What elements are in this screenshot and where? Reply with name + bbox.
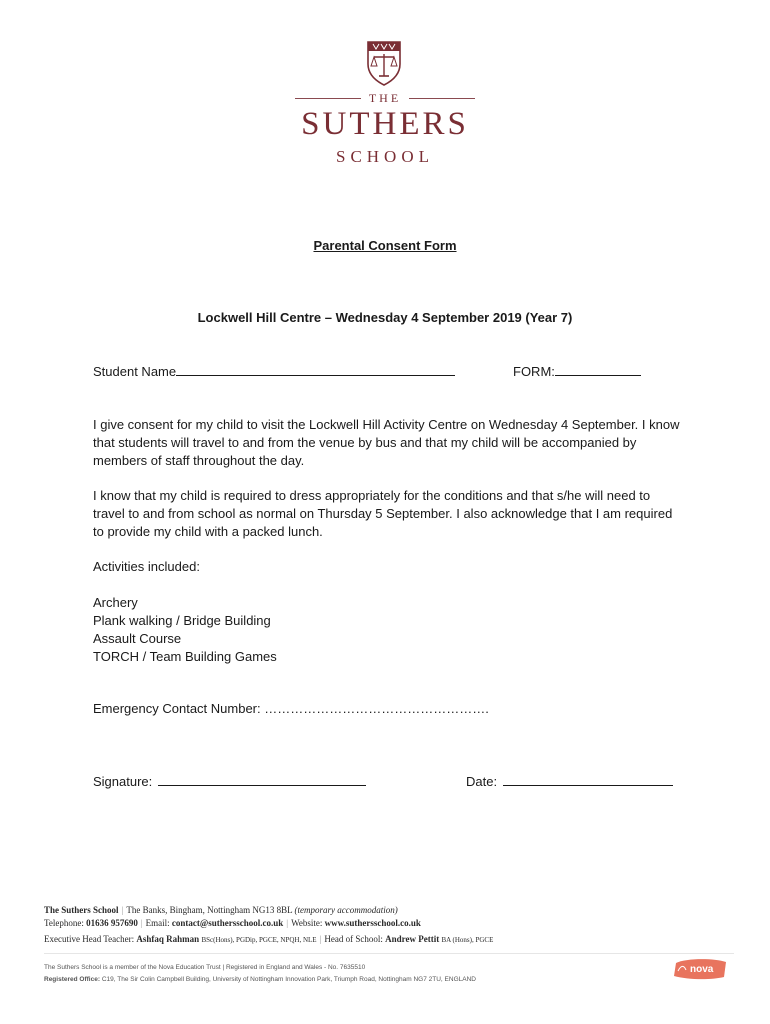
signature-row: [93, 772, 366, 791]
consent-paragraph-2: [93, 487, 683, 541]
footer-telephone-label: Telephone:: [44, 918, 84, 928]
footer-address-line: The Suthers School | The Banks, Bingham, Nottingham NG13 8BL (temporary accommodation): [44, 905, 398, 915]
footer-head-name: Andrew Pettit: [385, 934, 440, 944]
date-field[interactable]: [503, 772, 673, 786]
list-item: TORCH / Team Building Games: [93, 649, 277, 664]
footer-exec-head-name: Ashfaq Rahman: [136, 934, 200, 944]
footer-email-label: Email:: [145, 918, 170, 928]
logo-rule-right: [409, 98, 475, 99]
footer-trust-line: The Suthers School is a member of the Nova Education Trust | Registered in England and Wales - No. 7635510: [44, 964, 366, 971]
consent-paragraph-1: [93, 416, 683, 470]
signature-field[interactable]: [158, 772, 366, 786]
student-name-label: Student Name: [93, 364, 177, 379]
paragraph-1-text: I give consent for my child to visit the Lockwell Hill Activity Centre on Wednesday 4 September. I know that students will travel to and from the venue by bus and that my child will be accompanied by members of staff throughout the day.: [93, 417, 680, 468]
scales-crest-icon: [364, 40, 404, 86]
form-subtitle: Lockwell Hill Centre – Wednesday 4 September 2019 (Year 7): [197, 310, 573, 325]
footer-exec-head-quals: BSc(Hons), PGDip, PGCE, NPQH, NLE: [201, 936, 317, 944]
footer-head-quals: BA (Hons), PGCE: [441, 936, 494, 944]
signature-label: Signature:: [93, 774, 153, 789]
logo-the-text: THE: [368, 90, 402, 105]
footer-exec-head-label: Executive Head Teacher:: [44, 934, 135, 944]
logo-rule-left: [295, 98, 361, 99]
footer-address-note: (temporary accommodation): [294, 905, 398, 915]
form-field[interactable]: [555, 362, 641, 376]
nova-logo-icon: [672, 957, 728, 981]
footer-staff-line: Executive Head Teacher: Ashfaq Rahman BSc(Hons), PGDip, PGCE, NPQH, NLE | Head of School: Andrew Pettit BA (Hons), PGCE: [44, 934, 494, 944]
form-label: FORM:: [513, 364, 555, 379]
footer-head-label: Head of School:: [324, 934, 383, 944]
list-item: Archery: [93, 595, 138, 610]
form-title: Parental Consent Form: [313, 238, 457, 253]
footer-telephone: 01636 957690: [86, 918, 138, 928]
footer-contact-line: Telephone: 01636 957690 | Email: contact@suthersschool.co.uk | Website: www.suthersschool.co.uk: [44, 918, 421, 928]
list-item: Assault Course: [93, 631, 182, 646]
footer-website-link[interactable]: www.suthersschool.co.uk: [324, 918, 421, 928]
paragraph-2-text: I know that my child is required to dress appropriately for the conditions and that s/he will need to travel to and from school as normal on Thursday 5 September. I also acknowledge that I am required to provide my child with a packed lunch.: [93, 488, 673, 539]
form-row: [513, 362, 641, 381]
nova-logo-text: nova: [690, 964, 714, 975]
activities-heading: Activities included:: [93, 559, 200, 574]
logo-school-name: SUTHERS: [301, 106, 469, 142]
footer-email-link[interactable]: contact@suthersschool.co.uk: [171, 918, 284, 928]
footer-registered-address: C19, The Sir Colin Campbell Building, University of Nottingham Innovation Park, Triumph Road, Nottingham NG7 2TU, ENGLAND: [101, 976, 476, 983]
student-name-row: [93, 362, 455, 381]
emergency-contact-field[interactable]: Emergency Contact Number: …………………………………………….: [93, 701, 489, 716]
student-name-field[interactable]: [176, 362, 455, 376]
footer-address: The Banks, Bingham, Nottingham NG13 8BL: [126, 905, 293, 915]
list-item: Plank walking / Bridge Building: [93, 613, 271, 628]
footer-registered-line: [44, 974, 644, 985]
logo-school-word: SCHOOL: [335, 147, 434, 166]
activities-list: [93, 594, 493, 666]
footer-registered-label: Registered Office:: [44, 976, 100, 983]
date-row: [466, 772, 673, 791]
logo-the: [295, 90, 475, 106]
footer-divider: [44, 953, 734, 954]
footer-website-label: Website:: [291, 918, 323, 928]
footer-school-name: The Suthers School: [44, 905, 119, 915]
date-label: Date:: [466, 774, 498, 789]
